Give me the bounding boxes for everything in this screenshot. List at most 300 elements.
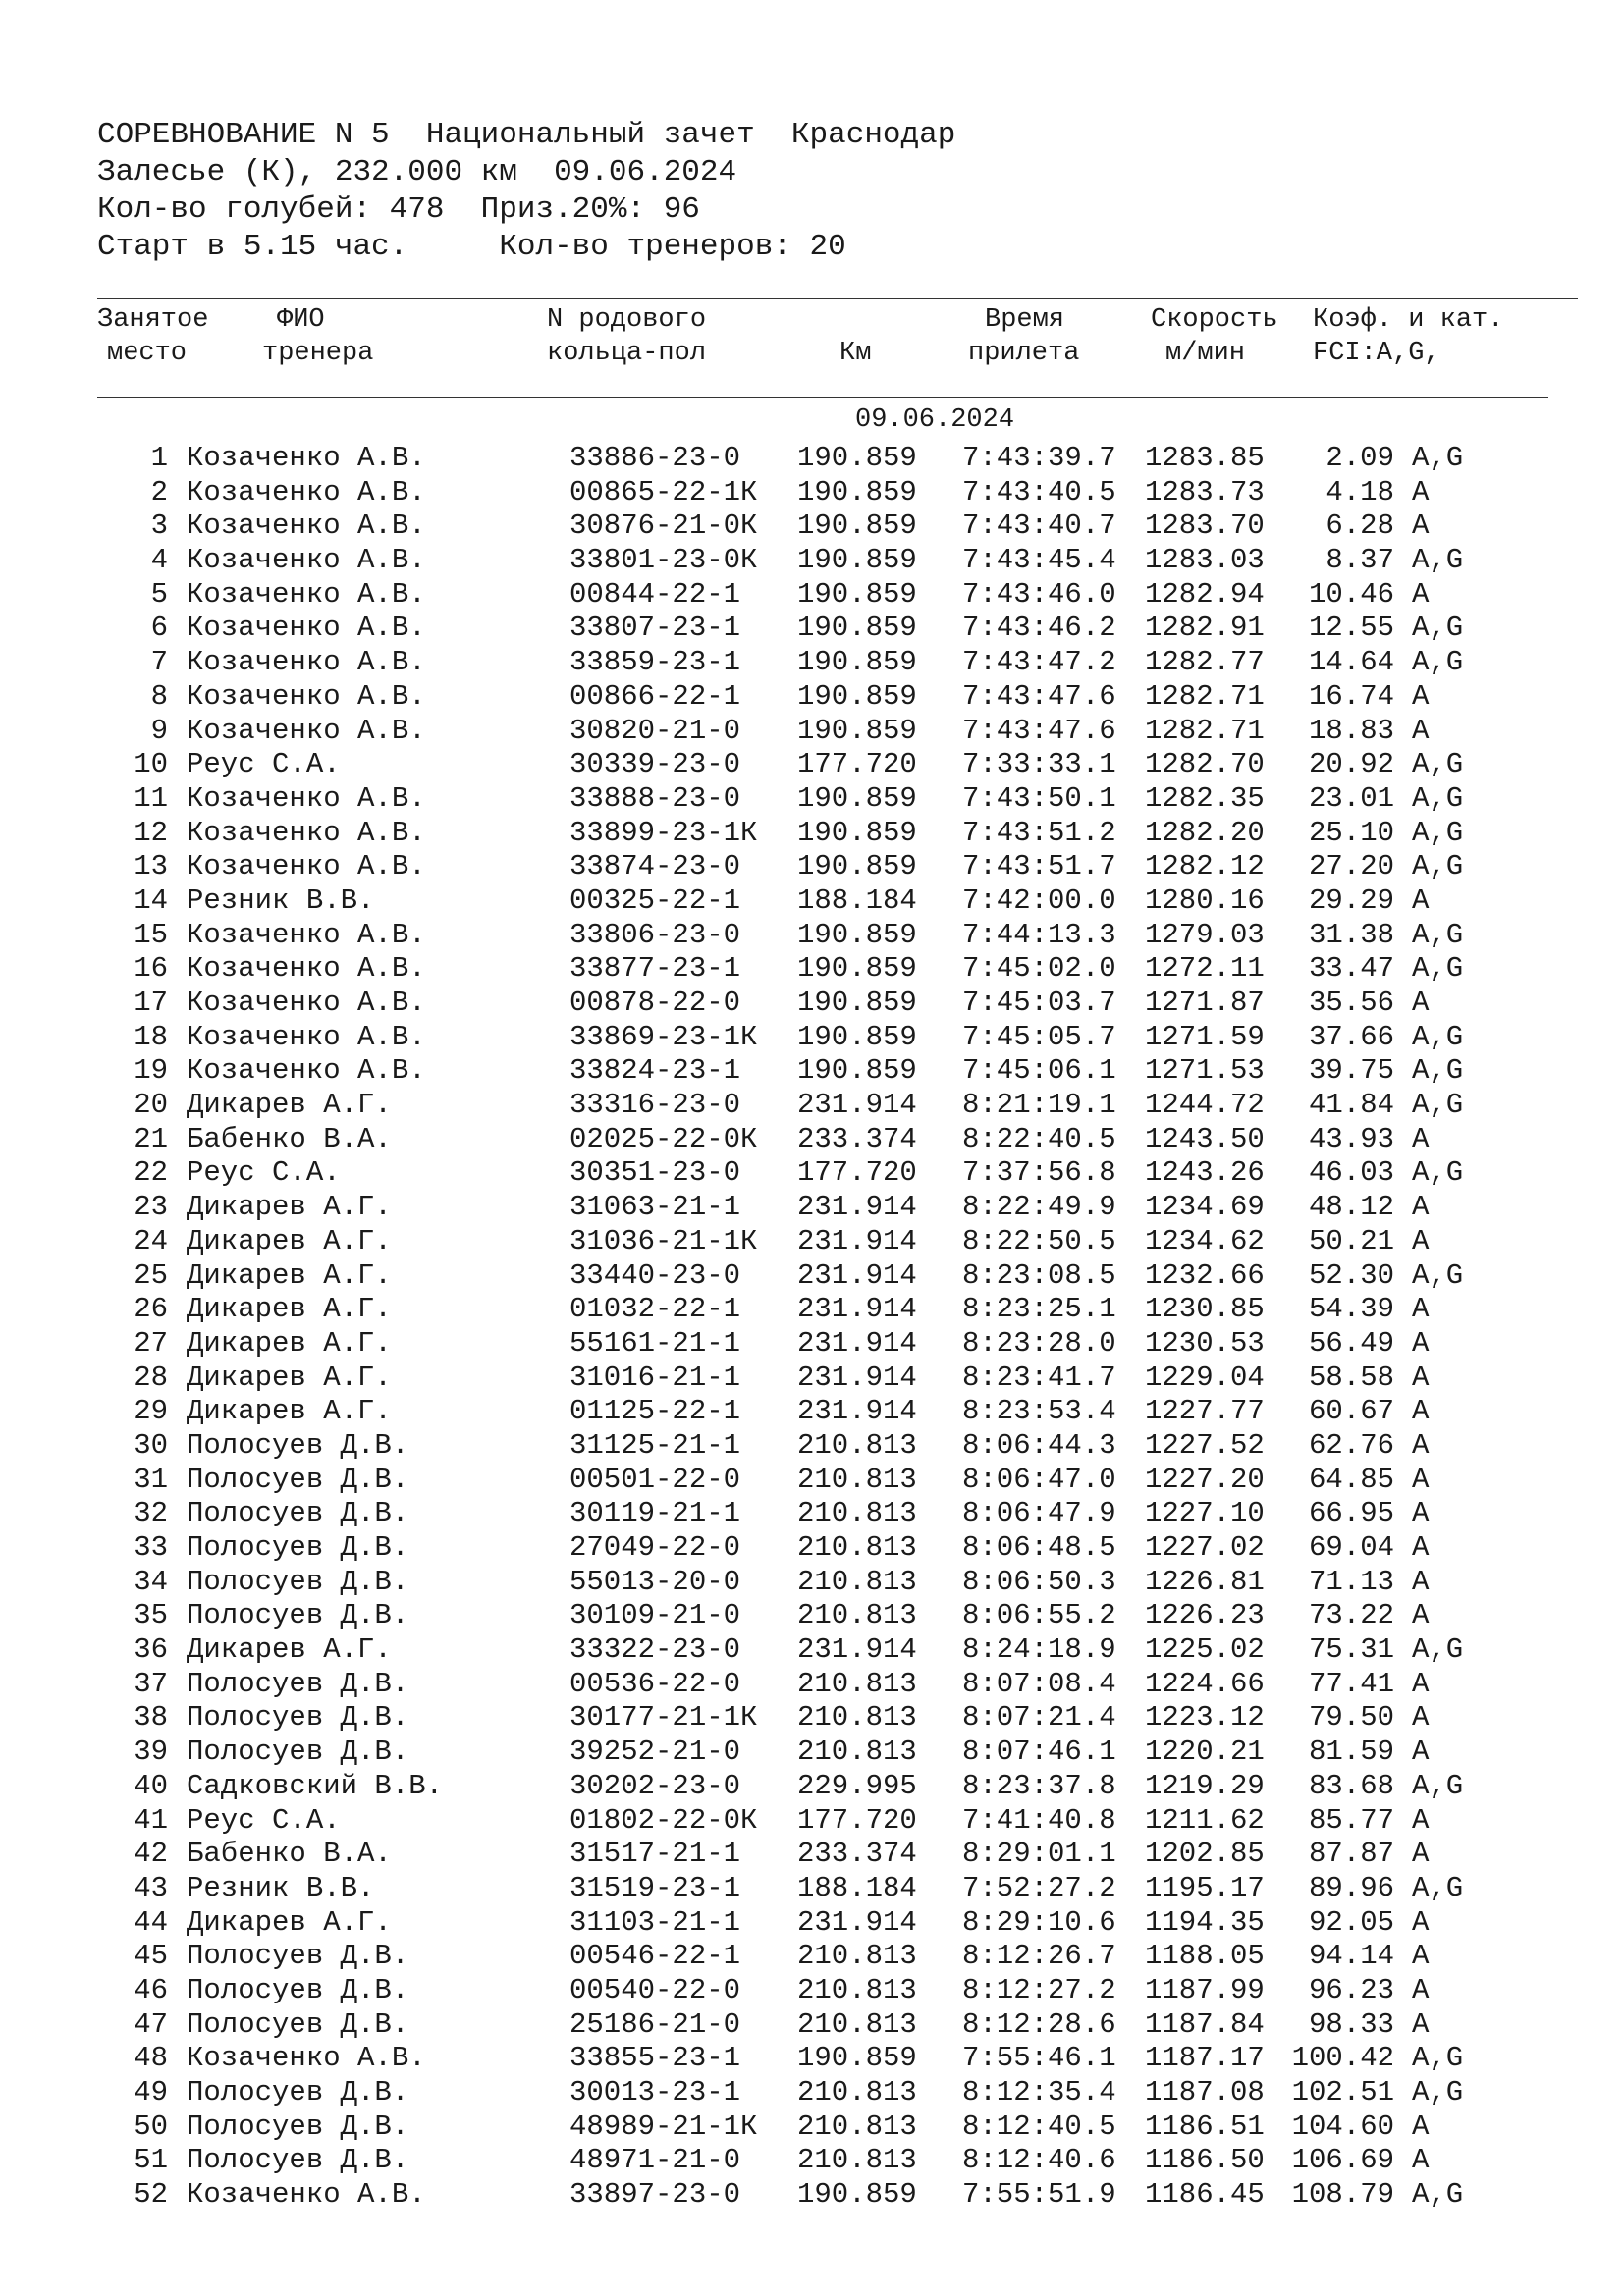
cell-place: 40 <box>134 1769 168 1802</box>
cell-km: 231.914 <box>797 1293 917 1326</box>
table-row <box>0 2042 1624 2076</box>
cell-place: 9 <box>150 714 168 747</box>
col-place-header-2: место <box>107 339 188 368</box>
cell-speed: 1234.69 <box>1145 1191 1265 1224</box>
cell-time: 8:06:48.5 <box>962 1531 1116 1564</box>
cell-speed: 1244.72 <box>1145 1089 1265 1122</box>
cell-cat: A <box>1412 2007 1430 2041</box>
cell-ring: 31036-21-1К <box>569 1224 758 1257</box>
cell-name: Полосуев Д.В. <box>187 2109 409 2143</box>
table-row <box>0 442 1624 476</box>
cell-speed: 1271.59 <box>1145 1020 1265 1053</box>
cell-ring: 30013-23-1 <box>569 2076 741 2109</box>
cell-km: 190.859 <box>797 1020 917 1053</box>
cell-time: 8:22:49.9 <box>962 1191 1116 1224</box>
cell-km: 231.914 <box>797 1395 917 1428</box>
cell-km: 210.813 <box>797 2144 917 2177</box>
table-row <box>0 1497 1624 1531</box>
table-row <box>0 748 1624 782</box>
competition-title: СОРЕВНОВАНИЕ N 5 Национальный зачет Краснодар <box>97 118 956 152</box>
cell-place: 18 <box>134 1020 168 1053</box>
cell-name: Дикарев А.Г. <box>187 1395 392 1428</box>
cell-cat: A <box>1412 1803 1430 1837</box>
table-row <box>0 1804 1624 1839</box>
cell-speed: 1195.17 <box>1145 1871 1265 1904</box>
cell-cat: A <box>1412 2109 1430 2143</box>
cell-speed: 1229.04 <box>1145 1361 1265 1394</box>
cell-cat: A,G <box>1412 918 1464 951</box>
cell-ring: 33855-23-1 <box>569 2042 741 2075</box>
table-row <box>0 817 1624 851</box>
cell-speed: 1282.94 <box>1145 577 1265 611</box>
cell-name: Дикарев А.Г. <box>187 1224 392 1257</box>
table-row <box>0 612 1624 646</box>
cell-cat: A <box>1412 577 1430 611</box>
cell-km: 231.914 <box>797 1089 917 1122</box>
cell-cat: A <box>1412 679 1430 713</box>
cell-cat: A <box>1412 1122 1430 1155</box>
cell-time: 7:52:27.2 <box>962 1871 1116 1904</box>
cell-time: 7:43:47.6 <box>962 679 1116 713</box>
cell-km: 190.859 <box>797 612 917 645</box>
cell-km: 190.859 <box>797 2178 917 2212</box>
table-row <box>0 578 1624 613</box>
cell-coef: 35.56 <box>1308 987 1394 1019</box>
cell-name: Полосуев Д.В. <box>187 1940 409 1973</box>
cell-km: 231.914 <box>797 1224 917 1257</box>
cell-place: 7 <box>150 646 168 679</box>
cell-name: Полосуев Д.В. <box>187 1531 409 1564</box>
table-row <box>0 1362 1624 1396</box>
cell-speed: 1230.85 <box>1145 1293 1265 1326</box>
cell-name: Козаченко А.В. <box>187 475 426 508</box>
cell-name: Полосуев Д.В. <box>187 1701 409 1735</box>
cell-ring: 00325-22-1 <box>569 883 741 917</box>
cell-name: Дикарев А.Г. <box>187 1361 392 1394</box>
cell-coef: 33.47 <box>1308 952 1394 986</box>
cell-place: 29 <box>134 1395 168 1428</box>
cell-coef: 31.38 <box>1308 918 1394 951</box>
cell-ring: 00865-22-1К <box>569 475 758 508</box>
cell-speed: 1282.35 <box>1145 781 1265 815</box>
cell-name: Козаченко А.В. <box>187 816 426 849</box>
cell-place: 1 <box>150 442 168 474</box>
table-row <box>0 850 1624 884</box>
cell-km: 210.813 <box>797 1565 917 1598</box>
cell-place: 13 <box>134 850 168 883</box>
cell-place: 44 <box>134 1905 168 1939</box>
cell-speed: 1202.85 <box>1145 1838 1265 1871</box>
cell-coef: 106.69 <box>1291 2144 1394 2177</box>
cell-speed: 1243.50 <box>1145 1122 1265 1155</box>
col-time-header-2: прилета <box>968 339 1080 368</box>
cell-speed: 1232.66 <box>1145 1258 1265 1292</box>
cell-name: Козаченко А.В. <box>187 987 426 1019</box>
table-row <box>0 1940 1624 1974</box>
cell-time: 7:43:40.5 <box>962 475 1116 508</box>
cell-speed: 1227.20 <box>1145 1463 1265 1496</box>
cell-cat: A <box>1412 883 1430 917</box>
cell-cat: A <box>1412 1497 1430 1530</box>
cell-cat: A <box>1412 1361 1430 1394</box>
table-row <box>0 1974 1624 2008</box>
cell-name: Реус С.А. <box>187 748 341 781</box>
cell-cat: A <box>1412 1940 1430 1973</box>
cell-time: 7:43:46.0 <box>962 577 1116 611</box>
cell-coef: 10.46 <box>1308 577 1394 611</box>
cell-ring: 01125-22-1 <box>569 1395 741 1428</box>
cell-place: 51 <box>134 2144 168 2177</box>
cell-time: 7:33:33.1 <box>962 748 1116 781</box>
cell-ring: 30339-23-0 <box>569 748 741 781</box>
table-row <box>0 1395 1624 1429</box>
cell-time: 7:55:46.1 <box>962 2042 1116 2075</box>
cell-km: 190.859 <box>797 987 917 1019</box>
cell-cat: A <box>1412 1905 1430 1939</box>
table-row <box>0 1668 1624 1702</box>
cell-place: 50 <box>134 2109 168 2143</box>
cell-place: 38 <box>134 1701 168 1735</box>
cell-speed: 1187.84 <box>1145 2007 1265 2041</box>
table-row <box>0 509 1624 544</box>
cell-coef: 37.66 <box>1308 1020 1394 1053</box>
cell-cat: A <box>1412 1191 1430 1224</box>
cell-ring: 33859-23-1 <box>569 646 741 679</box>
cell-coef: 56.49 <box>1308 1326 1394 1360</box>
cell-place: 52 <box>134 2178 168 2212</box>
table-row <box>0 680 1624 715</box>
cell-name: Дикарев А.Г. <box>187 1191 392 1224</box>
table-row <box>0 1838 1624 1872</box>
cell-cat: A,G <box>1412 1089 1464 1122</box>
cell-cat: A <box>1412 987 1430 1019</box>
cell-km: 231.914 <box>797 1905 917 1939</box>
cell-ring: 55013-20-0 <box>569 1565 741 1598</box>
cell-name: Полосуев Д.В. <box>187 2007 409 2041</box>
cell-coef: 75.31 <box>1308 1633 1394 1667</box>
cell-place: 2 <box>150 475 168 508</box>
cell-cat: A <box>1412 714 1430 747</box>
cell-time: 7:43:51.2 <box>962 816 1116 849</box>
cell-place: 8 <box>150 679 168 713</box>
cell-ring: 25186-21-0 <box>569 2007 741 2041</box>
cell-time: 8:23:08.5 <box>962 1258 1116 1292</box>
cell-name: Полосуев Д.В. <box>187 1497 409 1530</box>
cell-speed: 1279.03 <box>1145 918 1265 951</box>
cell-place: 23 <box>134 1191 168 1224</box>
cell-speed: 1186.51 <box>1145 2109 1265 2143</box>
cell-coef: 23.01 <box>1308 781 1394 815</box>
cell-place: 45 <box>134 1940 168 1973</box>
cell-speed: 1186.45 <box>1145 2178 1265 2212</box>
cell-time: 8:12:26.7 <box>962 1940 1116 1973</box>
cell-cat: A <box>1412 1293 1430 1326</box>
cell-speed: 1224.66 <box>1145 1667 1265 1700</box>
table-row <box>0 1123 1624 1157</box>
cell-place: 20 <box>134 1089 168 1122</box>
cell-time: 7:37:56.8 <box>962 1156 1116 1190</box>
cell-km: 210.813 <box>797 2109 917 2143</box>
cell-name: Бабенко В.А. <box>187 1838 392 1871</box>
cell-speed: 1282.71 <box>1145 679 1265 713</box>
cell-place: 19 <box>134 1054 168 1088</box>
cell-ring: 01032-22-1 <box>569 1293 741 1326</box>
cell-coef: 60.67 <box>1308 1395 1394 1428</box>
cell-name: Козаченко А.В. <box>187 1020 426 1053</box>
cell-name: Козаченко А.В. <box>187 918 426 951</box>
cell-time: 8:24:18.9 <box>962 1633 1116 1667</box>
cell-coef: 16.74 <box>1308 679 1394 713</box>
cell-coef: 39.75 <box>1308 1054 1394 1088</box>
cell-km: 190.859 <box>797 2042 917 2075</box>
cell-ring: 00546-22-1 <box>569 1940 741 1973</box>
cell-cat: A,G <box>1412 442 1464 474</box>
cell-cat: A <box>1412 1428 1430 1462</box>
cell-coef: 81.59 <box>1308 1735 1394 1769</box>
cell-place: 46 <box>134 1973 168 2006</box>
cell-name: Полосуев Д.В. <box>187 2076 409 2109</box>
results-table <box>0 442 1624 2213</box>
cell-time: 8:07:21.4 <box>962 1701 1116 1735</box>
cell-ring: 30109-21-0 <box>569 1599 741 1632</box>
header-rule <box>97 397 1548 398</box>
cell-coef: 94.14 <box>1308 1940 1394 1973</box>
cell-cat: A,G <box>1412 748 1464 781</box>
cell-name: Реус С.А. <box>187 1156 341 1190</box>
table-row <box>0 884 1624 919</box>
cell-coef: 87.87 <box>1308 1838 1394 1871</box>
cell-cat: A <box>1412 1599 1430 1632</box>
cell-ring: 48989-21-1К <box>569 2109 758 2143</box>
cell-km: 188.184 <box>797 883 917 917</box>
cell-coef: 102.51 <box>1291 2076 1394 2109</box>
cell-km: 231.914 <box>797 1633 917 1667</box>
cell-name: Полосуев Д.В. <box>187 2144 409 2177</box>
cell-place: 43 <box>134 1871 168 1904</box>
cell-km: 177.720 <box>797 1156 917 1190</box>
cell-name: Дикарев А.Г. <box>187 1089 392 1122</box>
table-row <box>0 1054 1624 1089</box>
col-ring-header-2: кольца-пол <box>547 339 707 368</box>
cell-ring: 33886-23-0 <box>569 442 741 474</box>
cell-ring: 39252-21-0 <box>569 1735 741 1769</box>
cell-cat: A <box>1412 1667 1430 1700</box>
cell-km: 210.813 <box>797 1463 917 1496</box>
cell-place: 6 <box>150 612 168 645</box>
cell-time: 7:43:51.7 <box>962 850 1116 883</box>
cell-time: 7:43:47.2 <box>962 646 1116 679</box>
cell-name: Дикарев А.Г. <box>187 1293 392 1326</box>
top-rule <box>97 298 1578 299</box>
cell-cat: A,G <box>1412 1871 1464 1904</box>
cell-ring: 33440-23-0 <box>569 1258 741 1292</box>
cell-speed: 1280.16 <box>1145 883 1265 917</box>
table-row <box>0 1770 1624 1804</box>
cell-speed: 1243.26 <box>1145 1156 1265 1190</box>
cell-time: 7:45:06.1 <box>962 1054 1116 1088</box>
table-row <box>0 646 1624 680</box>
cell-ring: 31016-21-1 <box>569 1361 741 1394</box>
cell-coef: 54.39 <box>1308 1293 1394 1326</box>
cell-speed: 1227.02 <box>1145 1531 1265 1564</box>
cell-name: Козаченко А.В. <box>187 2178 426 2212</box>
cell-coef: 66.95 <box>1308 1497 1394 1530</box>
cell-coef: 2.09 <box>1326 442 1394 474</box>
cell-place: 27 <box>134 1326 168 1360</box>
cell-cat: A,G <box>1412 1020 1464 1053</box>
birds-count-line: Кол-во голубей: 478 Приз.20%: 96 <box>97 192 700 227</box>
cell-cat: A,G <box>1412 612 1464 645</box>
cell-coef: 50.21 <box>1308 1224 1394 1257</box>
cell-coef: 73.22 <box>1308 1599 1394 1632</box>
cell-speed: 1271.53 <box>1145 1054 1265 1088</box>
cell-name: Козаченко А.В. <box>187 544 426 577</box>
table-row <box>0 2076 1624 2110</box>
cell-time: 8:07:08.4 <box>962 1667 1116 1700</box>
cell-place: 21 <box>134 1122 168 1155</box>
cell-km: 231.914 <box>797 1258 917 1292</box>
cell-place: 22 <box>134 1156 168 1190</box>
table-row <box>0 2144 1624 2178</box>
cell-name: Полосуев Д.В. <box>187 1428 409 1462</box>
start-time-line: Старт в 5.15 час. Кол-во тренеров: 20 <box>97 230 846 264</box>
cell-coef: 108.79 <box>1291 2178 1394 2212</box>
cell-coef: 4.18 <box>1326 475 1394 508</box>
cell-coef: 98.33 <box>1308 2007 1394 2041</box>
table-row <box>0 782 1624 817</box>
cell-place: 12 <box>134 816 168 849</box>
cell-km: 190.859 <box>797 509 917 543</box>
cell-km: 210.813 <box>797 1428 917 1462</box>
cell-ring: 33899-23-1К <box>569 816 758 849</box>
cell-time: 8:12:40.6 <box>962 2144 1116 2177</box>
cell-time: 8:12:27.2 <box>962 1973 1116 2006</box>
cell-place: 47 <box>134 2007 168 2041</box>
table-row <box>0 1021 1624 1055</box>
cell-km: 231.914 <box>797 1361 917 1394</box>
cell-time: 8:06:44.3 <box>962 1428 1116 1462</box>
cell-km: 190.859 <box>797 918 917 951</box>
cell-ring: 30876-21-0К <box>569 509 758 543</box>
cell-ring: 31063-21-1 <box>569 1191 741 1224</box>
cell-ring: 00844-22-1 <box>569 577 741 611</box>
cell-time: 8:22:40.5 <box>962 1122 1116 1155</box>
table-row <box>0 987 1624 1021</box>
cell-name: Козаченко А.В. <box>187 612 426 645</box>
cell-place: 14 <box>134 883 168 917</box>
cell-speed: 1227.10 <box>1145 1497 1265 1530</box>
cell-speed: 1282.20 <box>1145 816 1265 849</box>
cell-ring: 30119-21-1 <box>569 1497 741 1530</box>
cell-name: Козаченко А.В. <box>187 442 426 474</box>
cell-coef: 12.55 <box>1308 612 1394 645</box>
cell-speed: 1223.12 <box>1145 1701 1265 1735</box>
cell-time: 7:43:40.7 <box>962 509 1116 543</box>
cell-cat: A,G <box>1412 1258 1464 1292</box>
cell-place: 11 <box>134 781 168 815</box>
cell-ring: 30202-23-0 <box>569 1769 741 1802</box>
cell-speed: 1194.35 <box>1145 1905 1265 1939</box>
table-row <box>0 1327 1624 1362</box>
cell-speed: 1282.71 <box>1145 714 1265 747</box>
cell-km: 233.374 <box>797 1122 917 1155</box>
cell-coef: 83.68 <box>1308 1769 1394 1802</box>
cell-name: Резник В.В. <box>187 883 375 917</box>
cell-coef: 64.85 <box>1308 1463 1394 1496</box>
cell-time: 7:45:02.0 <box>962 952 1116 986</box>
cell-coef: 18.83 <box>1308 714 1394 747</box>
table-row <box>0 1599 1624 1633</box>
table-row <box>0 544 1624 578</box>
cell-place: 41 <box>134 1803 168 1837</box>
cell-speed: 1225.02 <box>1145 1633 1265 1667</box>
cell-cat: A,G <box>1412 2042 1464 2075</box>
cell-coef: 27.20 <box>1308 850 1394 883</box>
cell-time: 8:22:50.5 <box>962 1224 1116 1257</box>
cell-name: Полосуев Д.В. <box>187 1667 409 1700</box>
cell-ring: 33877-23-1 <box>569 952 741 986</box>
cell-km: 210.813 <box>797 1531 917 1564</box>
cell-time: 8:12:28.6 <box>962 2007 1116 2041</box>
cell-name: Козаченко А.В. <box>187 509 426 543</box>
cell-cat: A <box>1412 1326 1430 1360</box>
cell-time: 8:12:35.4 <box>962 2076 1116 2109</box>
cell-km: 210.813 <box>797 1701 917 1735</box>
cell-place: 15 <box>134 918 168 951</box>
cell-ring: 31103-21-1 <box>569 1905 741 1939</box>
cell-name: Реус С.А. <box>187 1803 341 1837</box>
cell-time: 8:23:41.7 <box>962 1361 1116 1394</box>
cell-place: 10 <box>134 748 168 781</box>
cell-speed: 1283.73 <box>1145 475 1265 508</box>
cell-ring: 00878-22-0 <box>569 987 741 1019</box>
cell-km: 190.859 <box>797 714 917 747</box>
col-speed-header-1: Скорость <box>1151 305 1278 335</box>
cell-speed: 1226.81 <box>1145 1565 1265 1598</box>
cell-ring: 30820-21-0 <box>569 714 741 747</box>
cell-time: 8:23:28.0 <box>962 1326 1116 1360</box>
cell-km: 190.859 <box>797 577 917 611</box>
cell-place: 32 <box>134 1497 168 1530</box>
cell-speed: 1187.99 <box>1145 1973 1265 2006</box>
cell-cat: A <box>1412 1701 1430 1735</box>
cell-cat: A <box>1412 2144 1430 2177</box>
cell-ring: 02025-22-0К <box>569 1122 758 1155</box>
cell-coef: 96.23 <box>1308 1973 1394 2006</box>
cell-place: 28 <box>134 1361 168 1394</box>
cell-name: Полосуев Д.В. <box>187 1973 409 2006</box>
cell-place: 16 <box>134 952 168 986</box>
cell-cat: A,G <box>1412 1156 1464 1190</box>
cell-speed: 1282.12 <box>1145 850 1265 883</box>
cell-km: 177.720 <box>797 748 917 781</box>
table-row <box>0 1701 1624 1735</box>
table-row <box>0 1259 1624 1294</box>
cell-km: 190.859 <box>797 816 917 849</box>
table-row <box>0 1906 1624 1941</box>
cell-time: 7:42:00.0 <box>962 883 1116 917</box>
cell-coef: 20.92 <box>1308 748 1394 781</box>
cell-ring: 00866-22-1 <box>569 679 741 713</box>
cell-ring: 30177-21-1К <box>569 1701 758 1735</box>
cell-name: Козаченко А.В. <box>187 952 426 986</box>
cell-time: 7:45:03.7 <box>962 987 1116 1019</box>
cell-place: 33 <box>134 1531 168 1564</box>
cell-speed: 1282.70 <box>1145 748 1265 781</box>
cell-name: Полосуев Д.В. <box>187 1565 409 1598</box>
cell-cat: A,G <box>1412 952 1464 986</box>
table-row <box>0 1293 1624 1327</box>
